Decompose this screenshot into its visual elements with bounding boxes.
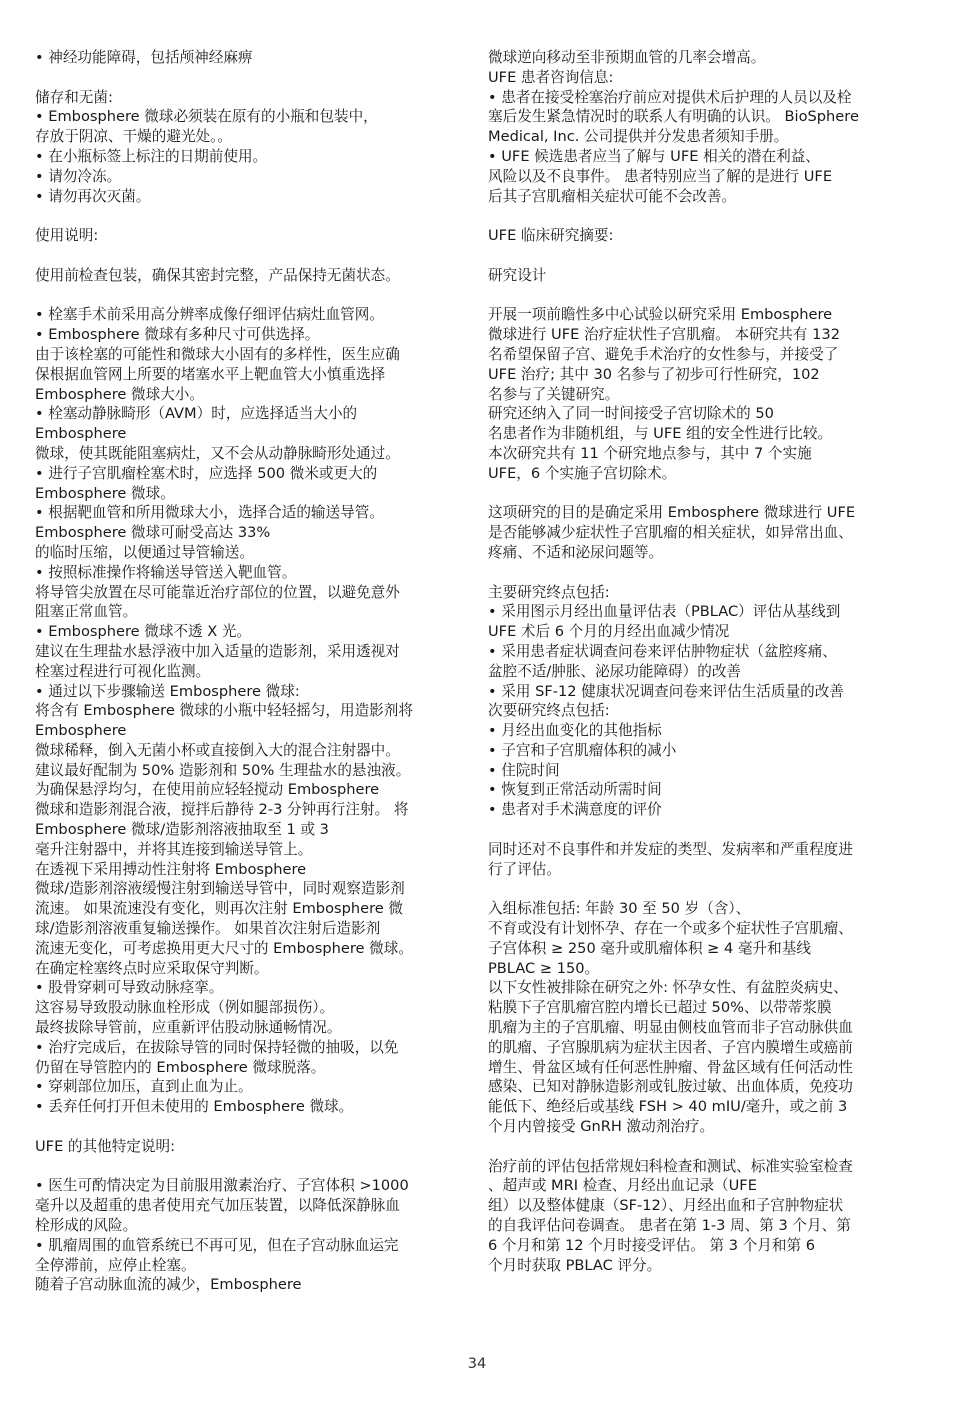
right-text-line: • 采用图示月经出血量评估表（PBLAC）评估从基线到: [488, 603, 841, 621]
right-blank-line: [488, 246, 913, 266]
left-text-line: 微球和造影剂混合液，搅拌后静待 2-3 分钟再行注射。 将: [35, 801, 409, 819]
right-text-line: 粘膜下子宫肌瘤宫腔内增长已超过 50%、以带蒂浆膜: [488, 999, 832, 1017]
left-text-line: 建议最好配制为 50% 造影剂和 50% 生理盐水的悬浊液。: [35, 761, 411, 779]
left-text-line: 栓形成的风险。: [35, 1217, 138, 1235]
left-text-line: Embosphere 微球可耐受高达 33%: [35, 524, 271, 542]
right-text-line: • 住院时间: [488, 761, 560, 779]
left-text-line: 毫升注射器中，并将其连接到输送导管上。: [35, 840, 313, 858]
left-text-line: 为确保悬浮均匀，在使用前应轻轻搅动 Embosphere: [35, 781, 380, 799]
right-text-line: 的肌瘤、子宫腺肌病为症状主因者、子宫内膜增生或癌前: [488, 1038, 853, 1056]
right-text-line: 盆腔不适/肿胀、泌尿功能障碍）的改善: [488, 662, 742, 680]
left-text-line: 全停滞前，应停止栓塞。: [35, 1256, 196, 1274]
left-text-line: 建议在生理盐水悬浮液中加入适量的造影剂，采用透视对: [35, 642, 400, 660]
right-text-line: 名患者作为非随机组，与 UFE 组的安全性进行比较。: [488, 425, 833, 443]
left-text-line: • 通过以下步骤输送 Embosphere 微球:: [35, 682, 300, 700]
left-text-line: UFE 的其他特定说明:: [35, 1137, 176, 1155]
left-blank-line: [35, 246, 460, 266]
left-text-line: 使用前检查包装，确保其密封完整，产品保持无菌状态。: [35, 266, 400, 284]
right-text-line: 主要研究终点包括:: [488, 583, 610, 601]
right-text-line: 以下女性被排除在研究之外: 怀孕女性、有盆腔炎病史、: [488, 979, 848, 997]
left-text-line: 流速。 如果流速没有变化，则再次注射 Embosphere 微: [35, 900, 403, 918]
right-text-line: 治疗前的评估包括常规妇科检查和测试、标准实验室检查: [488, 1157, 853, 1175]
left-text-line: 将含有 Embosphere 微球的小瓶中轻轻摇匀，用造影剂将: [35, 702, 413, 720]
left-text-line: • 医生可酌情决定为目前服用激素治疗、子宫体积 >1000: [35, 1177, 409, 1195]
left-text-line: • 按照标准操作将输送导管送入靶血管。: [35, 563, 297, 581]
right-text-line: 这项研究的目的是确定采用 Embosphere 微球进行 UFE: [488, 504, 856, 522]
left-blank-line: [35, 1117, 460, 1137]
right-text-line: • 采用 SF-12 健康状况调查问卷来评估生活质量的改善: [488, 682, 844, 700]
left-text-line: 在透视下采用搏动性注射将 Embosphere: [35, 860, 307, 878]
left-text-line: 仍留在导管腔内的 Embosphere 微球脱落。: [35, 1058, 326, 1076]
right-text-line: • 子宫和子宫肌瘤体积的减小: [488, 741, 677, 759]
left-text-line: Embosphere: [35, 722, 127, 740]
right-text-line: 后其子宫肌瘤相关症状可能不会改善。: [488, 187, 737, 205]
left-text-line: • 股骨穿刺可导致动脉痉挛。: [35, 979, 224, 997]
right-text-line: 能低下、绝经后或基线 FSH > 40 mIU/毫升，或之前 3: [488, 1098, 848, 1116]
left-text-line: 的临时压缩，以便通过导管输送。: [35, 543, 254, 561]
left-text-line: • 请勿再次灭菌。: [35, 187, 151, 205]
right-text-line: 研究还纳入了同一时间接受子宫切除术的 50: [488, 405, 774, 423]
right-text-line: UFE 术后 6 个月的月经出血减少情况: [488, 623, 730, 641]
right-text-line: 增生、骨盆区域有任何恶性肿瘤、骨盆区域有任何活动性: [488, 1058, 853, 1076]
left-text-line: 保根据血管网上所要的堵塞水平上靶血管大小慎重选择: [35, 365, 386, 383]
right-text-line: Medical, Inc. 公司提供并分发患者须知手册。: [488, 128, 789, 146]
right-text-line: 微球逆向移动至非预期血管的几率会增高。: [488, 49, 766, 66]
left-text-line: • 栓塞手术前采用高分辨率成像仔细评估病灶血管网。: [35, 306, 384, 324]
left-text-line: Embosphere 微球。: [35, 484, 175, 502]
right-text-line: UFE，6 个实施子宫切除术。: [488, 464, 677, 482]
right-text-line: 个月内曾接受 GnRH 激动剂治疗。: [488, 1118, 715, 1136]
left-text-line: Embosphere 微球/造影剂溶液抽取至 1 或 3: [35, 821, 329, 839]
left-text-line: • Embosphere 微球不透 X 光。: [35, 623, 252, 641]
right-text-line: 的自我评估问卷调查。 患者在第 1-3 周、第 3 个月、第: [488, 1217, 851, 1235]
left-text-line: • 进行子宫肌瘤栓塞术时，应选择 500 微米或更大的: [35, 464, 378, 482]
right-text-line: 名参与了关键研究。: [488, 385, 620, 403]
left-text-line: 微球/造影剂溶液缓慢注射到输送导管中，同时观察造影剂: [35, 880, 405, 898]
right-text-line: UFE 患者咨询信息:: [488, 68, 614, 86]
right-blank-line: [488, 484, 913, 504]
right-text-line: 感染、已知对静脉造影剂或钆胺过敏、出血体质，免疫功: [488, 1078, 853, 1096]
right-text-line: • 恢复到正常活动所需时间: [488, 781, 662, 799]
right-blank-line: [488, 206, 913, 226]
right-text-line: PBLAC ≥ 150。: [488, 959, 600, 977]
right-text-line: • 患者对手术满意度的评价: [488, 801, 662, 819]
right-text-column: [488, 48, 913, 1275]
right-text-line: 肌瘤为主的子宫肌瘤、明显由侧枝血管而非子宫动脉供血: [488, 1019, 853, 1037]
right-text-line: 行了评估。: [488, 860, 561, 878]
left-text-line: 流速无变化，可考虑换用更大尺寸的 Embosphere 微球。: [35, 939, 413, 957]
left-blank-line: [35, 68, 460, 88]
right-text-line: 研究设计: [488, 266, 547, 284]
left-text-line: 这容易导致股动脉血栓形成（例如腿部损伤）。: [35, 999, 335, 1017]
right-text-line: • 采用患者症状调查问卷来评估肿物症状（盆腔疼痛、: [488, 642, 837, 660]
right-text-line: 同时还对不良事件和并发症的类型、发病率和严重程度进: [488, 840, 853, 858]
right-text-line: 、超声或 MRI 检查、月经出血记录（UFE: [488, 1177, 757, 1195]
right-text-line: 风险以及不良事件。 患者特别应当了解的是进行 UFE: [488, 167, 833, 185]
left-text-line: • Embosphere 微球有多种尺寸可供选择。: [35, 326, 320, 344]
right-text-line: 个月时获取 PBLAC 评分。: [488, 1256, 662, 1274]
left-text-line: • 栓塞动静脉畸形（AVM）时，应选择适当大小的: [35, 405, 358, 423]
left-text-column: [35, 48, 460, 1295]
left-text-line: • 请勿冷冻。: [35, 167, 122, 185]
right-text-line: 不育或没有计划怀孕、存在一个或多个症状性子宫肌瘤、: [488, 920, 853, 938]
right-text-line: 名希望保留子宫、避免手术治疗的女性参与，并接受了: [488, 345, 839, 363]
left-text-line: • 神经功能障碍，包括颅神经麻痹: [35, 49, 253, 66]
right-blank-line: [488, 286, 913, 306]
left-text-line: 在确定栓塞终点时应采取保守判断。: [35, 959, 269, 977]
right-text-line: UFE 临床研究摘要:: [488, 227, 614, 245]
left-text-line: • 肌瘤周围的血管系统已不再可见，但在子宫动脉血运完: [35, 1236, 399, 1254]
left-text-line: 球/造影剂溶液重复输送操作。 如果首次注射后造影剂: [35, 920, 381, 938]
right-blank-line: [488, 563, 913, 583]
left-text-line: 存放于阴凉、干燥的避光处。。: [35, 128, 233, 146]
left-text-line: • 在小瓶标签上标注的日期前使用。: [35, 147, 268, 165]
left-text-line: 栓塞过程进行可视化监测。: [35, 662, 211, 680]
right-blank-line: [488, 1137, 913, 1157]
left-blank-line: [35, 1157, 460, 1177]
right-text-line: UFE 治疗; 其中 30 名参与了初步可行性研究，102: [488, 365, 820, 383]
left-text-line: • Embosphere 微球必须装在原有的小瓶和包装中，: [35, 108, 378, 126]
right-blank-line: [488, 879, 913, 899]
right-text-line: 是否能够减少症状性子宫肌瘤的相关症状，如异常出血、: [488, 524, 853, 542]
left-text-line: 将导管尖放置在尽可能靠近治疗部位的位置，以避免意外: [35, 583, 400, 601]
page-number: 34: [467, 1355, 487, 1372]
right-text-line: • UFE 候选患者应当了解与 UFE 相关的潜在利益、: [488, 147, 820, 165]
right-text-line: • 月经出血变化的其他指标: [488, 722, 662, 740]
right-text-line: 本次研究共有 11 个研究地点参与，其中 7 个实施: [488, 444, 812, 462]
right-text-line: 入组标准包括: 年龄 30 至 50 岁（含）、: [488, 900, 751, 918]
left-blank-line: [35, 286, 460, 306]
right-text-line: 开展一项前瞻性多中心试验以研究采用 Embosphere: [488, 306, 833, 324]
left-text-line: 由于该栓塞的可能性和微球大小固有的多样性，医生应确: [35, 345, 400, 363]
right-text-line: 组）以及整体健康（SF-12）、月经出血和子宫肿物症状: [488, 1197, 844, 1215]
left-text-line: Embosphere 微球大小。: [35, 385, 204, 403]
right-text-line: 子宫体积 ≥ 250 毫升或肌瘤体积 ≥ 4 毫升和基线: [488, 939, 811, 957]
left-text-line: • 穿刺部位加压，直到止血为止。: [35, 1078, 253, 1096]
right-blank-line: [488, 820, 913, 840]
left-blank-line: [35, 206, 460, 226]
left-text-line: 微球稀释，倒入无菌小杯或直接倒入大的混合注射器中。: [35, 741, 400, 759]
left-text-line: 阻塞正常血管。: [35, 603, 138, 621]
left-text-line: 微球，使其既能阻塞病灶，又不会从动静脉畸形处通过。: [35, 444, 400, 462]
left-text-line: • 根据靶血管和所用微球大小，选择合适的输送导管。: [35, 504, 384, 522]
left-text-line: Embosphere: [35, 425, 127, 443]
right-text-line: 微球进行 UFE 治疗症状性子宫肌瘤。 本研究共有 132: [488, 326, 840, 344]
left-text-line: 储存和无菌:: [35, 88, 113, 106]
left-text-line: • 丢弃任何打开但未使用的 Embosphere 微球。: [35, 1098, 354, 1116]
right-text-line: 疼痛、不适和泌尿问题等。: [488, 543, 664, 561]
right-text-line: 6 个月和第 12 个月时接受评估。 第 3 个月和第 6: [488, 1236, 815, 1254]
right-text-line: 次要研究终点包括:: [488, 702, 610, 720]
left-text-line: • 治疗完成后，在拔除导管的同时保持轻微的抽吸，以免: [35, 1038, 399, 1056]
left-text-line: 毫升以及超重的患者使用充气加压装置，以降低深静脉血: [35, 1197, 400, 1215]
right-text-line: 塞后发生紧急情况时的联系人有明确的认识。 BioSphere: [488, 108, 859, 126]
right-text-line: • 患者在接受栓塞治疗前应对提供术后护理的人员以及栓: [488, 88, 852, 106]
left-text-line: 随着子宫动脉血流的减少，Embosphere: [35, 1276, 302, 1294]
left-text-line: 使用说明:: [35, 227, 99, 245]
left-text-line: 最终拔除导管前，应重新评估股动脉通畅情况。: [35, 1019, 342, 1037]
